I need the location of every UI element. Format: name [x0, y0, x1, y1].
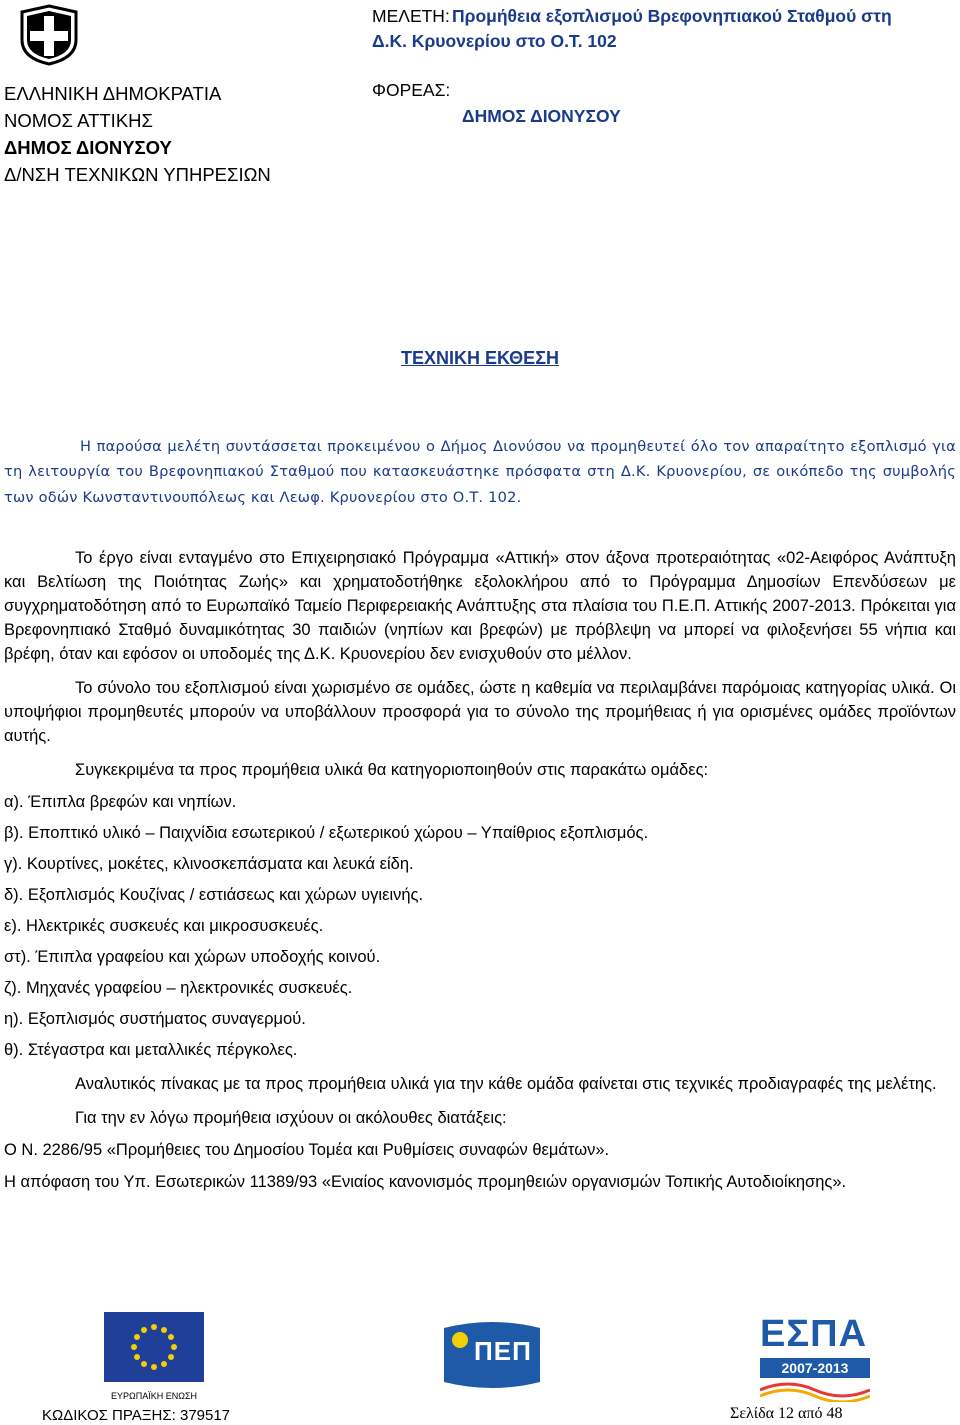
study-title-cont: Δ.Κ. Κρυονερίου στο Ο.Τ. 102 [372, 31, 617, 51]
page-number: Σελίδα 12 από 48 [730, 1405, 843, 1422]
list-item: δ). Εξοπλισμός Κουζίνας / εστιάσεως και χώρων υγιεινής. [4, 886, 424, 904]
page-title: ΤΕΧΝΙΚΗ ΕΚΘΕΣΗ [401, 348, 559, 368]
issuer-line: ΝΟΜΟΣ ΑΤΤΙΚΗΣ [4, 110, 153, 131]
espa-text: ΕΣΠΑ [760, 1313, 868, 1355]
provision-item: Η απόφαση του Υπ. Εσωτερικών 11389/93 «Ενιαίος κανονισμός προμηθειών οργανισμών Τοπικής Αυτοδιοίκησης». [4, 1173, 847, 1191]
agency-value: ΔΗΜΟΣ ΔΙΟΝΥΣΟΥ [462, 106, 621, 126]
study-title: Προμήθεια εξοπλισμού Βρεφονηπιακού Σταθμού στη [452, 6, 892, 26]
project-code: ΚΩΔΙΚΟΣ ΠΡΑΞΗΣ: 379517 [42, 1407, 231, 1424]
espa-waves-icon [760, 1378, 870, 1402]
list-item: ε). Ηλεκτρικές συσκευές και μικροσυσκευές. [4, 917, 324, 935]
table-note: Αναλυτικός πίνακας με τα προς προμήθεια υλικά για την κάθε ομάδα φαίνεται στις τεχνικές προδιαγραφές της μελέτης. [75, 1075, 937, 1093]
main-body [4, 546, 956, 1194]
list-item: β). Εποπτικό υλικό – Παιχνίδια εσωτερικού / εξωτερικού χώρου – Υπαίθριος εξοπλισμός. [4, 824, 649, 842]
issuer-line: ΕΛΛΗΝΙΚΗ ΔΗΜΟΚΡΑΤΙΑ [4, 83, 222, 104]
list-item: η). Εξοπλισμός συστήματος συναγερμού. [4, 1010, 306, 1028]
intro-paragraph: Η παρούσα μελέτη συντάσσεται προκειμένου ο Δήμος Διονύσου να προμηθευτεί όλο τον απαραίτητο εξοπλισμό για τη λειτουργία του Βρεφονηπιακού Σταθμού που κατασκευάστηκε πρόσφατα στη Δ.Κ. Κρυονερίου, σε οικόπεδο της συμβολής των οδών Κωνσταντινουπόλεως και Λεωφ. Κρυονερίου στο Ο.Τ. 102. [4, 438, 956, 506]
body-paragraph: Το σύνολο του εξοπλισμού είναι χωρισμένο σε ομάδες, ώστε η καθεμία να περιλαμβάνει παρόμοιας κατηγορίας υλικά. Οι υποψήφιοι προμηθευτές μπορούν να υποβάλλουν προσφορά για το σύνολο της προμήθειας ή για ορισμένες ομάδες προϊόντων αυτής. [4, 679, 956, 745]
issuer-block [4, 80, 271, 188]
provisions-intro: Για την εν λόγω προμήθεια ισχύουν οι ακόλουθες διατάξεις: [75, 1109, 507, 1127]
greek-crest-icon [18, 4, 80, 66]
study-block [372, 4, 960, 54]
espa-logo [760, 1312, 870, 1398]
study-label: ΜΕΛΕΤΗ: [372, 6, 450, 26]
eu-logo [104, 1312, 204, 1401]
eu-caption: ΕΥΡΩΠΑΪΚΗ ΕΝΩΣΗ [110, 1391, 198, 1401]
groups-list [4, 790, 956, 1062]
espa-years: 2007-2013 [760, 1358, 870, 1378]
eu-flag-icon [104, 1312, 204, 1382]
issuer-line: ΔΗΜΟΣ ΔΙΟΝΥΣΟΥ [4, 137, 172, 158]
provision-item: Ο Ν. 2286/95 «Προμήθειες του Δημοσίου Τομέα και Ρυθμίσεις συναφών θεμάτων». [4, 1141, 610, 1159]
list-item: ζ). Μηχανές γραφείου – ηλεκτρονικές συσκευές. [4, 979, 353, 997]
pep-text: ΠΕΠ [474, 1336, 532, 1366]
agency-label: ΦΟΡΕΑΣ: [372, 80, 451, 100]
list-item: α). Έπιπλα βρεφών και νηπίων. [4, 793, 237, 811]
body-paragraph: Συγκεκριμένα τα προς προμήθεια υλικά θα κατηγοριοποιηθούν στις παρακάτω ομάδες: [75, 761, 709, 779]
body-paragraph: Το έργο είναι ενταγμένο στο Επιχειρησιακό Πρόγραμμα «Αττική» στον άξονα προτεραιότητας «02-Αειφόρος Ανάπτυξη και Βελτίωση της Ποιότητας Ζωής» και χρηματοδοτήθηκε εξολοκλήρου από το Πρόγραμμα Δημοσίων Επενδύσεων με συγχρηματοδότηση από το Ευρωπαϊκό Ταμείο Περιφερειακής Ανάπτυξης στα πλαίσια του Π.Ε.Π. Αττικής 2007-2013. Πρόκειται για Βρεφονηπιακό Σταθμό δυναμικότητας 30 παιδιών (νηπίων και βρεφών) με πρόβλεψη να μπορεί να φιλοξενήσει 55 νήπια και βρέφη, όταν και εφόσον οι υποδομές της Δ.Κ. Κρυονερίου δεν ενισχυθούν στο μέλλον. [4, 549, 956, 663]
list-item: στ). Έπιπλα γραφείου και χώρων υποδοχής κοινού. [4, 948, 381, 966]
list-item: γ). Κουρτίνες, μοκέτες, κλινοσκεπάσματα και λευκά είδη. [4, 855, 414, 873]
issuer-line: Δ/ΝΣΗ ΤΕΧΝΙΚΩΝ ΥΠΗΡΕΣΙΩΝ [4, 164, 271, 185]
list-item: θ). Στέγαστρα και μεταλλικές πέργκολες. [4, 1041, 298, 1059]
pep-logo [440, 1318, 544, 1392]
